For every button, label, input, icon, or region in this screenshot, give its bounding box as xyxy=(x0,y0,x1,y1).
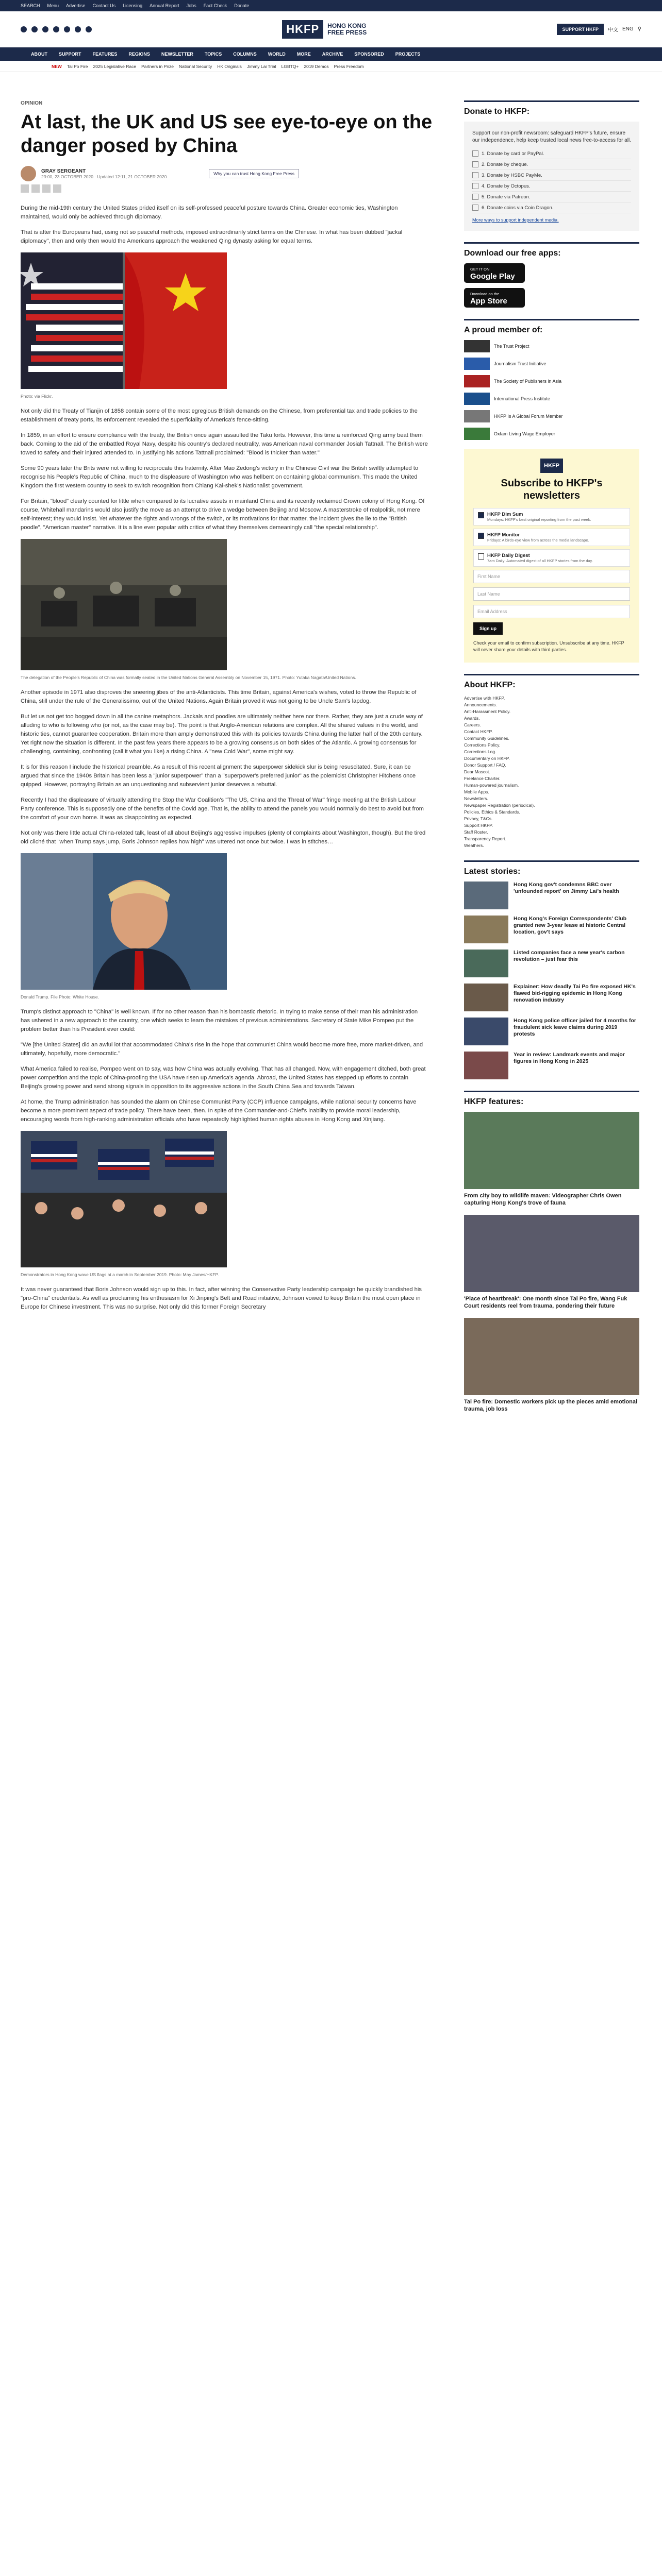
latest-heading: Latest stories: xyxy=(464,860,639,876)
instagram-icon[interactable] xyxy=(42,26,48,32)
logo-text: HONG KONG FREE PRESS xyxy=(327,22,367,36)
share-facebook-icon[interactable] xyxy=(21,184,29,193)
about-list xyxy=(464,695,639,849)
newsletter-box xyxy=(464,449,639,663)
about-link[interactable]: Corrections Log. xyxy=(464,749,496,754)
trust-link[interactable]: Why you can trust Hong Kong Free Press xyxy=(209,169,299,178)
byline xyxy=(21,166,433,181)
feature-story[interactable]: Tai Po fire: Domestic workers pick up the pieces amid emotional trauma, job loss xyxy=(464,1318,639,1413)
facebook-icon[interactable] xyxy=(21,26,27,32)
newsletter-option[interactable]: HKFP Dim Sum Mondays: HKFP's best original reporting from the past week. xyxy=(473,508,630,526)
nav-item[interactable]: ARCHIVE xyxy=(322,52,343,57)
about-link[interactable]: Transparency Report. xyxy=(464,836,506,841)
about-link[interactable]: Anti-Harassment Policy. xyxy=(464,709,511,714)
topbar-item[interactable]: Jobs xyxy=(186,3,196,8)
paragraph: What America failed to realise, Pompeo went on to say, was how China was actually evolving. That has all changed. Now, with engagement ditched, both great power competition and the topic of China-proofing the USA have risen up America's agenda. Abroad, the United States has stepped up efforts to contain Beijing's growing power and send strong signals in opposition to its aggressive actions in the South China Sea and towards Taiwan. xyxy=(21,1066,426,1090)
x-icon[interactable] xyxy=(31,26,38,32)
paragraph: But let us not get too bogged down in all the canine metaphors. Jackals and poodles are ultimately neither here nor there. Rather, they are just a crude way of alluding to who is following who (or not, as the case may be). The point is that Anglo-American relations are complex. All the shared values in the world, and historic ties, cannot guarantee cooperation. Britain more than amply demonstrated this with its policies towards China during the latter half of the 20th century. Yet right now the situation is different. In the past few years there appears to be a growing consensus on both sides of the Atlantic. A growing consensus for challenging, containing, confronting (call it what you like) a rising China. A "new Cold War", some might say. xyxy=(21,714,423,755)
support-button[interactable]: SUPPORT HKFP xyxy=(557,24,604,35)
ticker-item[interactable]: Press Freedom xyxy=(334,63,364,69)
rss-icon[interactable] xyxy=(86,26,92,32)
about-link[interactable]: Advertise with HKFP. xyxy=(464,696,505,701)
topbar-item[interactable]: Menu xyxy=(47,3,59,8)
ticker-item[interactable]: 2025 Legislative Race xyxy=(93,63,137,69)
nav-item[interactable]: SPONSORED xyxy=(354,52,384,57)
member-item[interactable]: HKFP Is A Global Forum Member xyxy=(464,410,639,422)
paragraph: For Britain, "blood" clearly counted for little when compared to its lucrative assets in mainland China and its recently reclaimed Crown colony of Hong Kong. Of course, Whitehall mandarins would also justify the move as an attempt to drive a wedge between Beijing and Moscow. A masterstroke of realpolitik, not mere self-interest; they would insist. Yet whatever the rights and wrongs of the switch, or its motivations for that matter, the incident gives the lie to the "British poodle", "American master" narrative. It is a line ever popular with critics of what they themselves demeaningly call "the special relationship". xyxy=(21,498,425,531)
latest-story[interactable]: Hong Kong gov't condemns BBC over 'unfounded report' on Jimmy Lai's health xyxy=(464,882,639,909)
topbar-item[interactable]: Fact Check xyxy=(203,3,227,8)
nav-item[interactable]: REGIONS xyxy=(128,52,150,57)
sidebar xyxy=(464,100,639,1421)
app-store-button[interactable]: Download on the App Store xyxy=(464,288,525,308)
ticker-item[interactable]: 2019 Demos xyxy=(304,63,329,69)
about-link[interactable]: Newsletters. xyxy=(464,796,488,801)
newsletter-option[interactable]: HKFP Monitor Fridays: A birds-eye view from across the media landscape. xyxy=(473,529,630,546)
newsletter-title: Subscribe to HKFP's newsletters xyxy=(501,478,603,501)
newsletter-option[interactable]: HKFP Daily Digest 7am Daily: Automated digest of all HKFP stories from the day. xyxy=(473,549,630,567)
topbar-item[interactable]: Licensing xyxy=(123,3,143,8)
newsletter-logo: HKFP xyxy=(540,459,563,473)
topbar-item[interactable]: Annual Report xyxy=(150,3,179,8)
paragraph: That is after the Europeans had, using not so peaceful methods, imposed extraordinarily strict terms on the Chinese. In what has been dubbed "jackal diplomacy", then and only then would the Americans approach the weakened Qing dynasty asking for equal terms. xyxy=(21,229,403,244)
paragraph: "We [the United States] did an awful lot that accommodated China's rise in the hope that communist China would become more free, more market-driven, and ultimately, hopefully, more democratic." xyxy=(21,1042,423,1057)
nav-item[interactable]: PROJECTS xyxy=(395,52,421,57)
email-input[interactable]: Email Address xyxy=(473,605,630,618)
about-link[interactable]: Newspaper Registration (periodical). xyxy=(464,803,535,808)
donate-lead: Support our non-profit newsroom: safeguard HKFP's future, ensure our independence, help keep trusted local news free-to-access for all. xyxy=(472,130,631,143)
paragraph: Recently I had the displeasure of virtually attending the Stop the War Coalition's "The US, China and the Threat of War" fringe meeting at the British Labour Party conference. This is supposedly one of the benefits of the Covid age. That is, the ability to attend the panels you would normally do best to avoid but from the comfort of your own home. It was as disappointing as expected. xyxy=(21,797,424,821)
site-header xyxy=(0,11,662,47)
more-ways-link[interactable]: More ways to support independent media. xyxy=(472,217,559,223)
member-item[interactable]: The Society of Publishers in Asia xyxy=(464,375,639,387)
member-item[interactable]: Oxfam Living Wage Employer xyxy=(464,428,639,440)
article-kicker[interactable]: OPINION xyxy=(21,100,43,106)
about-link[interactable]: Careers. xyxy=(464,722,481,727)
newsletter-note: Check your email to confirm subscription. Unsubscribe at any time. HKFP will never share your details with third parties. xyxy=(473,640,624,652)
topic-ticker xyxy=(0,61,662,72)
donate-option[interactable]: 1. Donate by card or PayPal. xyxy=(472,148,631,159)
search-icon[interactable]: ⚲ xyxy=(637,26,641,32)
share-email-icon[interactable] xyxy=(53,184,61,193)
ticker-item[interactable]: Tai Po Fire xyxy=(67,63,88,69)
donate-option[interactable]: 4. Donate by Octopus. xyxy=(472,181,631,192)
about-link[interactable]: Privacy, T&Cs. xyxy=(464,816,493,821)
photo-trump xyxy=(21,853,433,992)
about-heading: About HKFP: xyxy=(464,674,639,690)
main-nav xyxy=(0,47,662,61)
latest-story[interactable]: Explainer: How deadly Tai Po fire exposed HK's flawed bid-rigging epidemic in Hong Kong renovation industry xyxy=(464,984,639,1011)
about-link[interactable]: Weathers. xyxy=(464,843,484,848)
site-logo[interactable] xyxy=(282,20,367,39)
ticker-item[interactable]: Jimmy Lai Trial xyxy=(246,63,276,69)
about-link[interactable]: Policies, Ethics & Standards. xyxy=(464,809,520,815)
about-link[interactable]: Donor Support / FAQ. xyxy=(464,762,506,768)
latest-story[interactable]: Listed companies face a new year's carbon revolution – just fear this xyxy=(464,950,639,977)
latest-story[interactable]: Year in review: Landmark events and major figures in Hong Kong in 2025 xyxy=(464,1052,639,1079)
linkedin-icon[interactable] xyxy=(64,26,70,32)
google-play-button[interactable]: GET IT ON Google Play xyxy=(464,263,525,283)
about-link[interactable]: Support HKFP. xyxy=(464,823,493,828)
share-bar xyxy=(21,184,433,193)
topbar-item[interactable]: Contact Us xyxy=(92,3,116,8)
ticker-item[interactable]: LGBTQ+ xyxy=(281,63,299,69)
topbar-item[interactable]: Donate xyxy=(234,3,250,8)
about-link[interactable]: Community Guidelines. xyxy=(464,736,509,741)
about-link[interactable]: Documentary on HKFP. xyxy=(464,756,510,761)
new-badge: NEW xyxy=(52,63,62,69)
logo-mark: HKFP xyxy=(282,20,323,39)
article xyxy=(21,100,433,1318)
donate-option[interactable]: 5. Donate via Patreon. xyxy=(472,192,631,202)
first-name-input[interactable]: First Name xyxy=(473,570,630,583)
ticker-item[interactable]: HK Originals xyxy=(217,63,242,69)
latest-story[interactable]: Hong Kong police officer jailed for 4 months for fraudulent sick leave claims during 2019 protests xyxy=(464,1018,639,1045)
paragraph: At home, the Trump administration has sounded the alarm on Chinese Communist Party (CCP) influence campaigns, while national security concerns have become a more prominent aspect of trade policy. There have been, then. In spite of the Commander-and-Chief's inability to provide moral leadership, encouraging words from high-ranking administration officials who have repeatedly highlighted human rights abuses in Hong Kong and Xinjiang. xyxy=(21,1099,417,1123)
checkbox-checked-icon xyxy=(478,533,484,539)
last-name-input[interactable]: Last Name xyxy=(473,587,630,601)
photo-caption: Photo: via Flickr. xyxy=(21,394,53,399)
member-item[interactable]: International Press Institute xyxy=(464,393,639,405)
about-link[interactable]: Announcements. xyxy=(464,702,497,707)
topbar xyxy=(0,0,662,11)
donate-box xyxy=(464,122,639,231)
paragraph: Some 90 years later the Brits were not willing to reciprocate this fraternity. After Mao Zedong's victory in the Chinese Civil war the British swiftly attempted to recognise his People's Republic of China, much to the displeasure of Washington who was hellbent on containing global communism. This made the United Kingdom the first western country to seek to switch recognition from Chiang Kai-shek's Nationalist government. xyxy=(21,465,419,489)
donate-option[interactable]: 3. Donate by HSBC PayMe. xyxy=(472,170,631,181)
donate-heading: Donate to HKFP: xyxy=(464,100,639,116)
member-heading: A proud member of: xyxy=(464,319,639,335)
nav-item[interactable]: FEATURES xyxy=(92,52,118,57)
photo-caption: Donald Trump. File Photo: White House. xyxy=(21,994,100,999)
donate-option[interactable]: 6. Donate coins via Coin Dragon. xyxy=(472,202,631,213)
topbar-item[interactable]: Advertise xyxy=(66,3,86,8)
paragraph: Not only did the Treaty of Tianjin of 1858 contain some of the most egregious British demands on the Chinese, from preferential tax and trade policies to the establishment of treaty ports, its enforcement revealed the superficiality of America's fence-sitting. xyxy=(21,408,418,423)
nav-item[interactable]: MORE xyxy=(296,52,311,57)
paragraph: In 1859, in an effort to ensure compliance with the treaty, the British once again assaulted the Taku forts. However, this time a reinforced Qing army beat them back. Coming to the aid of the embattled Royal Navy, despite his country's declared neutrality, was American naval commander Josiah Tattnall. The British were towed to safety and their injured attended to. In justifying his actions Tattnall proclaimed: "Blood is thicker than water." xyxy=(21,432,428,456)
nav-item[interactable]: SUPPORT xyxy=(59,52,81,57)
nav-item[interactable]: COLUMNS xyxy=(233,52,257,57)
author-name[interactable]: GRAY SERGEANT xyxy=(41,168,86,174)
latest-story[interactable]: Hong Kong's Foreign Correspondents' Club granted new 3-year lease at historic Central location, gov't says xyxy=(464,916,639,943)
photo-un-assembly xyxy=(21,539,433,673)
about-link[interactable]: Awards. xyxy=(464,716,480,721)
paragraph: Not only was there little actual China-related talk, least of all about Beijing's aggressive impulses (plenty of complaints about Washington, though). But the tired old cliché that "when Trump says jump, Boris Johnson replies how high" was uttered not once but twice. I was in stitches… xyxy=(21,830,426,845)
ticker-item[interactable]: National Security xyxy=(178,63,212,69)
apps-heading: Download our free apps: xyxy=(464,242,639,258)
ticker-item[interactable]: Partners in Prize xyxy=(141,63,174,69)
share-x-icon[interactable] xyxy=(31,184,40,193)
about-link[interactable]: Mobile Apps. xyxy=(464,789,489,794)
paragraph: Trump's distinct approach to "China" is well known. If for no other reason than his bombastic rhetoric. In trying to make sense of their man his administration has ushered in a new approach to the country, one which seeks to learn the mistakes of previous administrations. Secretary of State Mike Pompeo put the problem better than his President ever could: xyxy=(21,1009,418,1032)
nav-item[interactable]: ABOUT xyxy=(31,52,47,57)
telegram-icon[interactable] xyxy=(75,26,81,32)
member-item[interactable]: The Trust Project xyxy=(464,340,639,352)
photo-caption: Demonstrators in Hong Kong wave US flags at a march in September 2019. Photo: May James/HKFP. xyxy=(21,1272,219,1277)
paragraph: During the mid-19th century the United States prided itself on its self-professed peaceful posture towards China. Greater economic ties, Washington maintained, would only be achieved through diplomacy. xyxy=(21,205,398,220)
paragraph: It is for this reason I include the historical preamble. As a result of this recent alignment the superpower sidekick slur is being resuscitated. Sure, it can be argued that since the 1940s Britain has been less a "junior superpower" than a "superpower's preferred junior" as the polemicist Christopher Hitchens once quipped. However, portraying Britain as an unquestioning and subservient junior deserves a rebuttal. xyxy=(21,764,416,788)
youtube-icon[interactable] xyxy=(53,26,59,32)
share-whatsapp-icon[interactable] xyxy=(42,184,51,193)
checkbox-checked-icon xyxy=(478,512,484,518)
about-link[interactable]: Freelance Charter. xyxy=(464,776,501,781)
about-link[interactable]: Dear Mascot. xyxy=(464,769,490,774)
author-avatar xyxy=(21,166,36,181)
sign-up-button[interactable]: Sign up xyxy=(473,622,503,635)
paragraph: Another episode in 1971 also disproves the sneering jibes of the anti-Atlanticists. This time Britain, against America's wishes, voted to throw the Republic of China, still under the rule of the Generalissimo, out of the United Nations. Again Britain proved it was not going to be Uncle Sam's lapdog. xyxy=(21,689,417,704)
social-links xyxy=(21,26,92,32)
publish-date: 23:00, 23 OCTOBER 2020 · Updated 12:11, 21 OCTOBER 2020 xyxy=(41,174,167,179)
feature-story[interactable]: 'Place of heartbreak': One month since Tai Po fire, Wang Fuk Court residents reel from trauma, pondering their future xyxy=(464,1215,639,1310)
feature-story[interactable]: From city boy to wildlife maven: Videographer Chris Owen capturing Hong Kong's trove of fauna xyxy=(464,1112,639,1207)
photo-caption: The delegation of the People's Republic of China was formally seated in the United Nations General Assembly on November 15, 1971. Photo: Yutaka Nagata/United Nations. xyxy=(21,675,356,680)
checkbox-icon xyxy=(478,553,484,560)
photo-flags xyxy=(21,252,433,392)
donate-option[interactable]: 2. Donate by cheque. xyxy=(472,159,631,170)
features-heading: HKFP features: xyxy=(464,1091,639,1107)
nav-item[interactable]: TOPICS xyxy=(204,52,222,57)
lang-en[interactable]: ENG xyxy=(622,26,634,32)
topbar-item[interactable]: SEARCH xyxy=(21,3,40,8)
article-title: At last, the UK and US see eye-to-eye on the danger posed by China xyxy=(21,111,433,157)
lang-zh[interactable]: 中文 xyxy=(608,27,618,33)
member-item[interactable]: Journalism Trust Initiative xyxy=(464,358,639,370)
photo-hk-protest xyxy=(21,1131,433,1270)
about-link[interactable]: Staff Roster. xyxy=(464,829,488,835)
nav-item[interactable]: NEWSLETTER xyxy=(161,52,193,57)
about-link[interactable]: Corrections Policy. xyxy=(464,742,501,748)
paragraph: It was never guaranteed that Boris Johnson would sign up to this. In fact, after winning the Conservative Party leadership campaign he quickly brandished his "pro-China" credentials. As well as proclaiming his enthusiasm for Xi Jinping's Belt and Road initiative, Johnson vowed to keep Britain the most open place in Europe for Chinese investment. This was no surprise. Not only did this former Foreign Secretary xyxy=(21,1286,422,1310)
nav-item[interactable]: WORLD xyxy=(268,52,286,57)
about-link[interactable]: Human-powered journalism. xyxy=(464,783,519,788)
about-link[interactable]: Contact HKFP. xyxy=(464,729,493,734)
